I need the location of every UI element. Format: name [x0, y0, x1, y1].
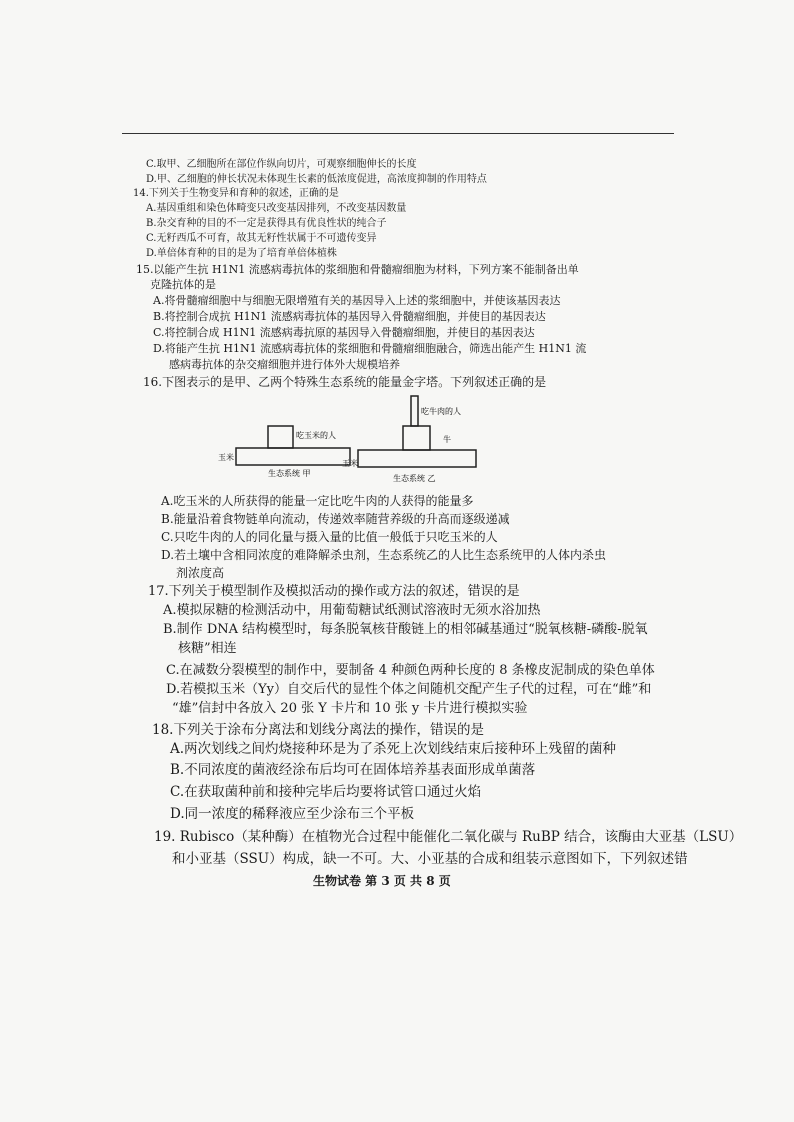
pyramid-b-base-bar	[358, 450, 476, 467]
q16-option-a: A.吃玉米的人所获得的能量一定比吃牛肉的人获得的能量多	[161, 494, 474, 508]
q18-option-a: A.两次划线之间灼烧接种环是为了杀死上次划线结束后接种环上残留的菌种	[170, 741, 617, 757]
q15-stem-continued: 克隆抗体的是	[150, 278, 216, 291]
q17-option-b-continued: 核糖”相连	[178, 641, 237, 656]
q15-option-d: D.将能产生抗 H1N1 流感病毒抗体的浆细胞和骨髓瘤细胞融合，筛选出能产生 H1N1 流	[153, 342, 587, 355]
q14-option-a: A.基因重组和染色体畸变只改变基因排列，不改变基因数量	[146, 203, 407, 214]
header-rule	[122, 133, 674, 134]
pyramid-b-middle-bar	[403, 426, 430, 450]
pyramid-b-base-label: 玉米	[342, 459, 358, 468]
q18-option-c: C.在获取菌种前和接种完毕后均要将试管口通过火焰	[170, 784, 482, 800]
pyramid-a-top-label: 吃玉米的人	[296, 431, 336, 440]
page-footer: 生物试卷 第 3 页 共 8 页	[313, 874, 451, 888]
q18-stem: 18.下列关于涂布分离法和划线分离法的操作，错误的是	[152, 722, 484, 738]
q17-option-c: C.在减数分裂模型的制作中，要制备 4 种颜色两种长度的 8 条橡皮泥制成的染色单体	[166, 663, 655, 678]
q15-option-d-continued: 感病毒抗体的杂交瘤细胞并进行体外大规模培养	[169, 358, 400, 371]
q16-option-b: B.能量沿着食物链单向流动，传递效率随营养级的升高而逐级递减	[161, 512, 510, 526]
q18-option-b: B.不同浓度的菌液经涂布后均可在固体培养基表面形成单菌落	[170, 762, 536, 778]
pyramid-b-top-label: 吃牛肉的人	[421, 407, 461, 416]
q14-option-b: B.杂交育种的目的不一定是获得具有优良性状的纯合子	[146, 218, 387, 229]
pyramid-a-base-label: 玉米	[218, 453, 234, 462]
q13-option-d: D.甲、乙细胞的伸长状况未体现生长素的低浓度促进，高浓度抑制的作用特点	[146, 174, 487, 185]
pyramid-a-base-bar	[236, 448, 350, 465]
q17-option-a: A.模拟尿糖的检测活动中，用葡萄糖试纸测试溶液时无须水浴加热	[163, 603, 541, 618]
q19-stem-continued: 和小亚基（SSU）构成，缺一不可。大、小亚基的合成和组装示意图如下，下列叙述错	[172, 851, 688, 867]
q17-option-b: B.制作 DNA 结构模型时，每条脱氧核苷酸链上的相邻碱基通过“脱氧核糖-磷酸-脱氧	[163, 622, 648, 637]
q14-option-d: D.单倍体育种的目的是为了培育单倍体植株	[146, 248, 337, 259]
q14-stem: 14.下列关于生物变异和育种的叙述，正确的是	[133, 188, 339, 199]
q17-option-d-continued: “雄”信封中各放入 20 张 Y 卡片和 10 张 y 卡片进行模拟实验	[172, 701, 528, 716]
q13-option-c: C.取甲、乙细胞所在部位作纵向切片，可观察细胞伸长的长度	[146, 159, 417, 170]
q15-option-a: A.将骨髓瘤细胞中与细胞无限增殖有关的基因导入上述的浆细胞中，并使该基因表达	[153, 294, 561, 307]
q17-option-d: D.若模拟玉米（Yy）自交后代的显性个体之间随机交配产生子代的过程，可在“雌”和	[166, 682, 652, 697]
q18-option-d: D.同一浓度的稀释液应至少涂布三个平板	[170, 806, 415, 822]
q17-stem: 17.下列关于模型制作及模拟活动的操作或方法的叙述，错误的是	[148, 584, 520, 599]
q15-option-b: B.将控制合成抗 H1N1 流感病毒抗体的基因导入骨髓瘤细胞，并使目的基因表达	[153, 310, 546, 323]
pyramid-b-middle-label: 牛	[443, 435, 451, 444]
q19-stem: 19. Rubisco（某种酶）在植物光合过程中能催化二氧化碳与 RuBP 结合，该酶由大亚基（LSU）	[154, 829, 743, 845]
q16-option-c: C.只吃牛肉的人的同化量与摄入量的比值一般低于只吃玉米的人	[161, 530, 498, 544]
pyramid-b-caption: 生态系统 乙	[393, 474, 436, 483]
q15-stem: 15.以能产生抗 H1N1 流感病毒抗体的浆细胞和骨髓瘤细胞为材料，下列方案不能制备出单	[136, 263, 579, 276]
q16-option-d: D.若土壤中含相同浓度的难降解杀虫剂，生态系统乙的人比生态系统甲的人体内杀虫	[161, 548, 607, 562]
pyramid-a-caption: 生态系统 甲	[268, 469, 311, 478]
q14-option-c: C.无籽西瓜不可育，故其无籽性状属于不可遗传变异	[146, 233, 377, 244]
energy-pyramid-figure	[210, 390, 510, 490]
q16-stem: 16.下图表示的是甲、乙两个特殊生态系统的能量金字塔。下列叙述正确的是	[143, 375, 547, 389]
pyramid-a-top-bar	[268, 426, 293, 448]
q15-option-c: C.将控制合成 H1N1 流感病毒抗原的基因导入骨髓瘤细胞，并使目的基因表达	[153, 326, 535, 339]
q16-option-d-continued: 剂浓度高	[176, 566, 225, 580]
pyramid-b-top-bar	[411, 396, 418, 426]
